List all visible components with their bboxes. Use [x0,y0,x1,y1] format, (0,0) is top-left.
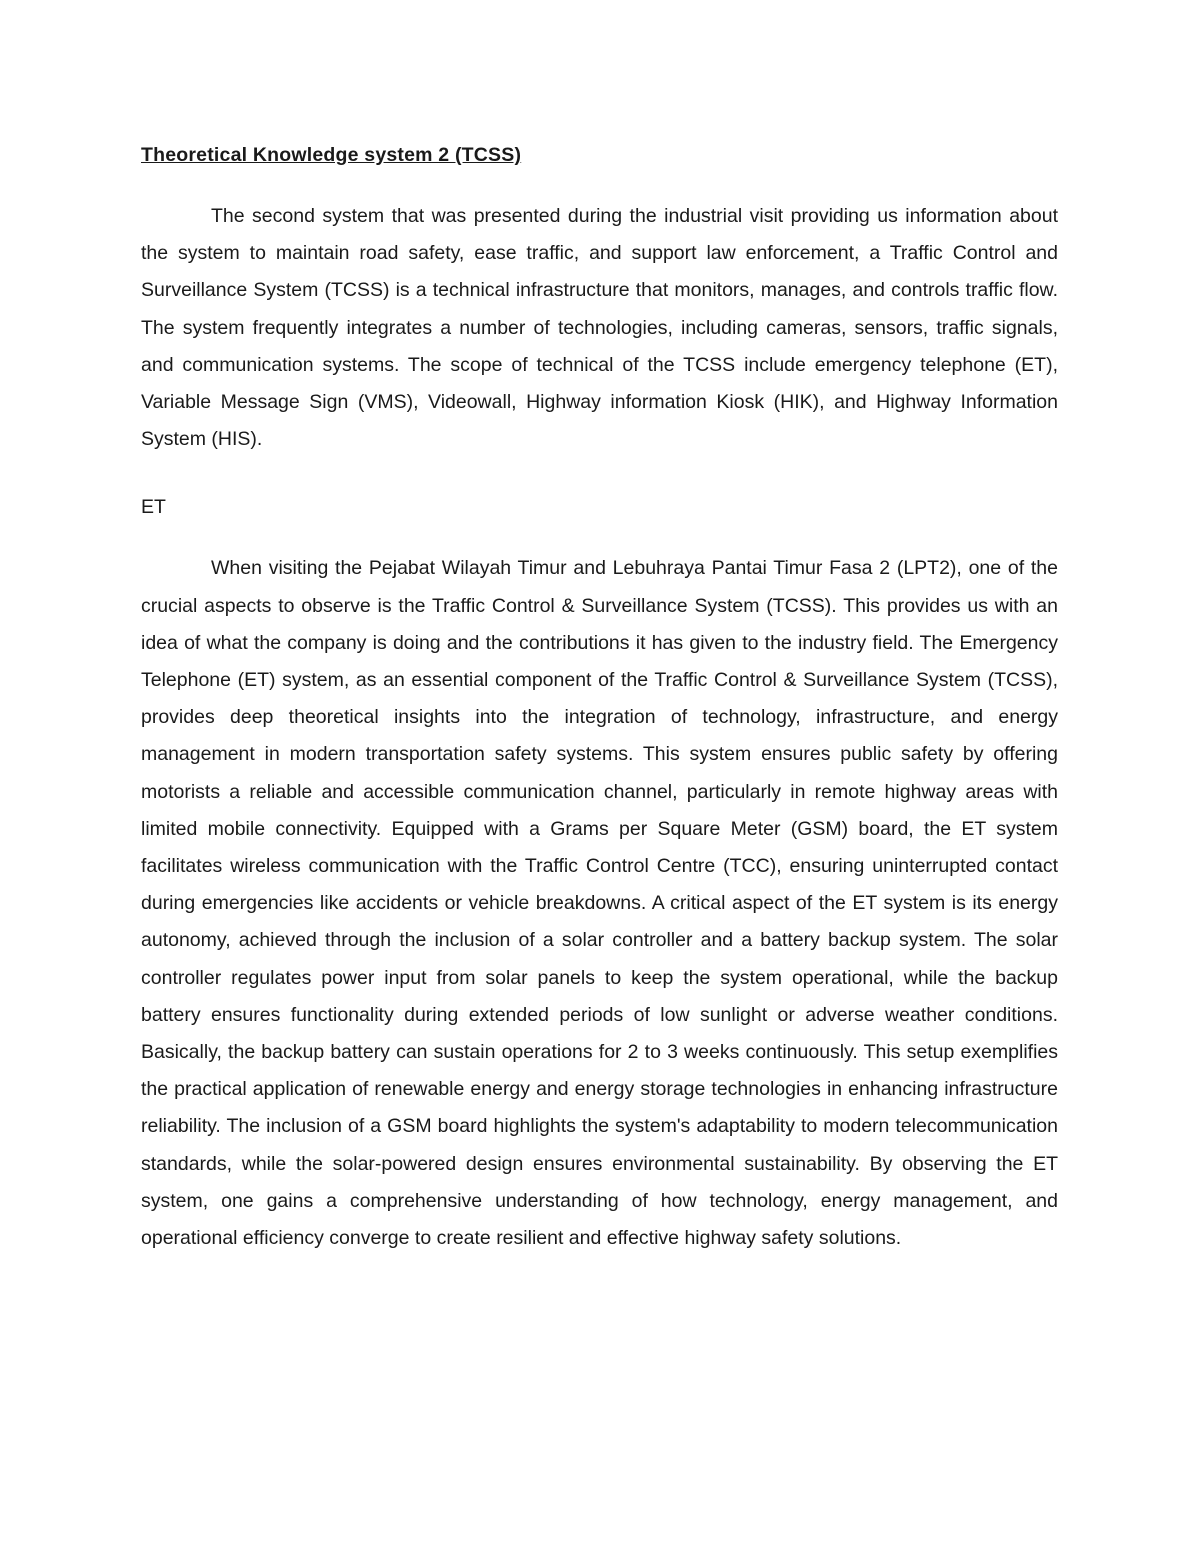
document-title: Theoretical Knowledge system 2 (TCSS) [141,144,522,166]
et-paragraph: When visiting the Pejabat Wilayah Timur and Lebuhraya Pantai Timur Fasa 2 (LPT2), one of the crucial aspects to observe is the Traffic Control & Surveillance System (TCSS). This provides us with an idea of what the company is doing and the contributions it has given to the industry field. The Emergency Telephone (ET) system, as an essential component of the Traffic Control & Surveillance System (TCSS), provides deep theoretical insights into the integration of technology, infrastructure, and energy management in modern transportation safety systems. This system ensures public safety by offering motorists a reliable and accessible communication channel, particularly in remote highway areas with limited mobile connectivity. Equipped with a Grams per Square Meter (GSM) board, the ET system facilitates wireless communication with the Traffic Control Centre (TCC), ensuring uninterrupted contact during emergencies like accidents or vehicle breakdowns. A critical aspect of the ET system is its energy autonomy, achieved through the inclusion of a solar controller and a battery backup system. The solar controller regulates power input from solar panels to keep the system operational, while the backup battery ensures functionality during extended periods of low sunlight or adverse weather conditions. Basically, the backup battery can sustain operations for 2 to 3 weeks continuously. This setup exemplifies the practical application of renewable energy and energy storage technologies in enhancing infrastructure reliability. The inclusion of a GSM board highlights the system's adaptability to modern telecommunication standards, while the solar-powered design ensures environmental sustainability. By observing the ET system, one gains a comprehensive understanding of how technology, energy management, and operational efficiency converge to create resilient and effective highway safety solutions. [141,557,1058,1250]
section-heading-et: ET [141,496,166,519]
intro-paragraph: The second system that was presented during the industrial visit providing us information about the system to maintain road safety, ease traffic, and support law enforcement, a Traffic Control and Surveillance System (TCSS) is a technical infrastructure that monitors, manages, and controls traffic flow. The system frequently integrates a number of technologies, including cameras, sensors, traffic signals, and communication systems. The scope of technical of the TCSS include emergency telephone (ET), Variable Message Sign (VMS), Videowall, Highway information Kiosk (HIK), and Highway Information System (HIS). [141,205,1058,451]
document-body [141,142,1058,1257]
